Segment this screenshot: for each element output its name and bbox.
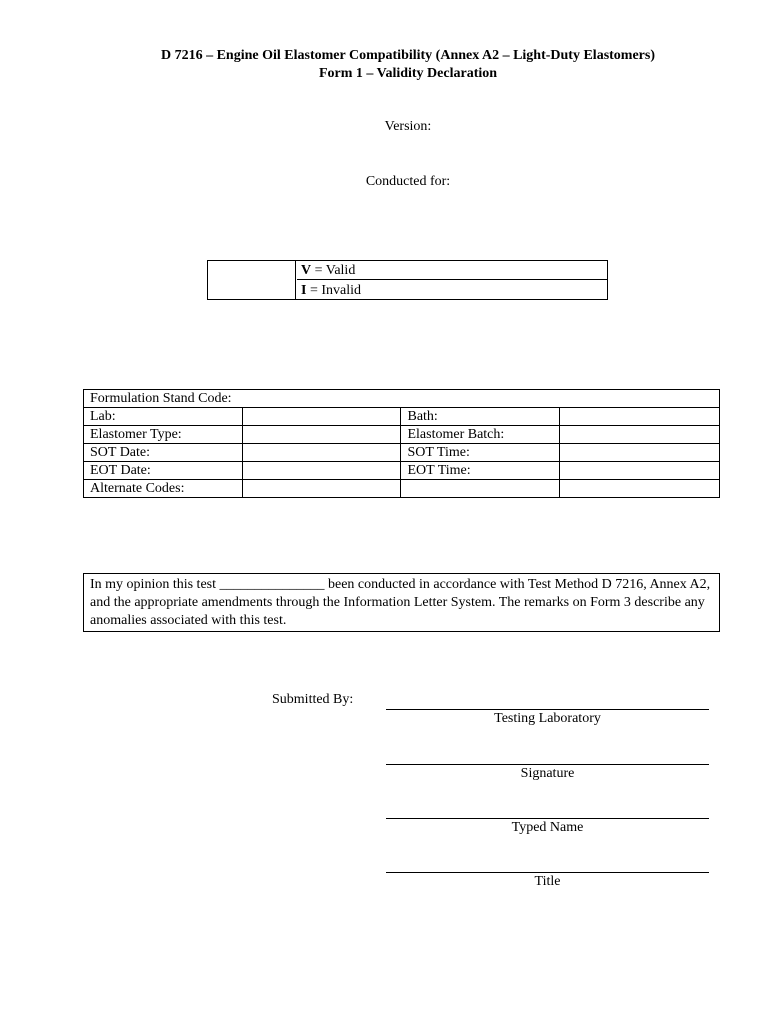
typed-name-label: Typed Name — [511, 820, 584, 835]
eot-time-label: EOT Time: — [401, 462, 560, 480]
eot-date-field[interactable] — [242, 462, 401, 480]
lab-label: Lab: — [84, 408, 243, 426]
validity-legend — [207, 260, 608, 300]
bath-label: Bath: — [401, 408, 560, 426]
table-row — [84, 408, 720, 426]
typed-name-line[interactable] — [386, 818, 709, 819]
elastomer-batch-label: Elastomer Batch: — [401, 426, 560, 444]
version-label: Version: — [384, 119, 432, 134]
opinion-statement: In my opinion this test _______________ been conducted in accordance with Test Method D 7216, Annex A2, and the appropriate amendments through the Information Letter System. The remarks on Form 3 describe any anomalies associated with this test. — [83, 573, 720, 632]
title-label: Title — [534, 874, 561, 889]
elastomer-type-field[interactable] — [242, 426, 401, 444]
bath-field[interactable] — [560, 408, 720, 426]
alternate-codes-label: Alternate Codes: — [84, 480, 243, 498]
lab-field[interactable] — [242, 408, 401, 426]
testing-laboratory-line[interactable] — [386, 709, 709, 710]
table-row — [84, 480, 720, 498]
title-line[interactable] — [386, 872, 709, 873]
table-row — [84, 390, 720, 408]
eot-date-label: EOT Date: — [84, 462, 243, 480]
signature-line[interactable] — [386, 764, 709, 765]
legend-invalid-row — [297, 281, 607, 300]
table-row — [84, 444, 720, 462]
eot-time-field[interactable] — [560, 462, 720, 480]
alternate-codes-field-2[interactable] — [401, 480, 560, 498]
signature-label: Signature — [520, 766, 575, 781]
alternate-codes-field-3[interactable] — [560, 480, 720, 498]
form-title: D 7216 – Engine Oil Elastomer Compatibility (Annex A2 – Light-Duty Elastomers) — [160, 48, 656, 63]
formulation-stand-code-label: Formulation Stand Code: — [84, 390, 720, 408]
sot-date-field[interactable] — [242, 444, 401, 462]
conducted-for-label: Conducted for: — [365, 174, 451, 189]
legend-valid-text: = Valid — [311, 263, 356, 278]
submitted-by-label: Submitted By: — [272, 692, 354, 707]
elastomer-batch-field[interactable] — [560, 426, 720, 444]
elastomer-type-label: Elastomer Type: — [84, 426, 243, 444]
legend-invalid-code: I — [301, 283, 307, 298]
testing-laboratory-label: Testing Laboratory — [494, 711, 601, 726]
legend-invalid-text: = Invalid — [306, 283, 362, 298]
validity-entry-cell[interactable] — [208, 261, 296, 299]
test-info-table — [83, 389, 720, 498]
alternate-codes-field[interactable] — [242, 480, 401, 498]
sot-time-field[interactable] — [560, 444, 720, 462]
legend-valid-code: V — [301, 263, 312, 278]
sot-date-label: SOT Date: — [84, 444, 243, 462]
sot-time-label: SOT Time: — [401, 444, 560, 462]
legend-valid-row — [297, 261, 607, 280]
table-row — [84, 426, 720, 444]
table-row — [84, 462, 720, 480]
form-subtitle: Form 1 – Validity Declaration — [318, 66, 498, 81]
